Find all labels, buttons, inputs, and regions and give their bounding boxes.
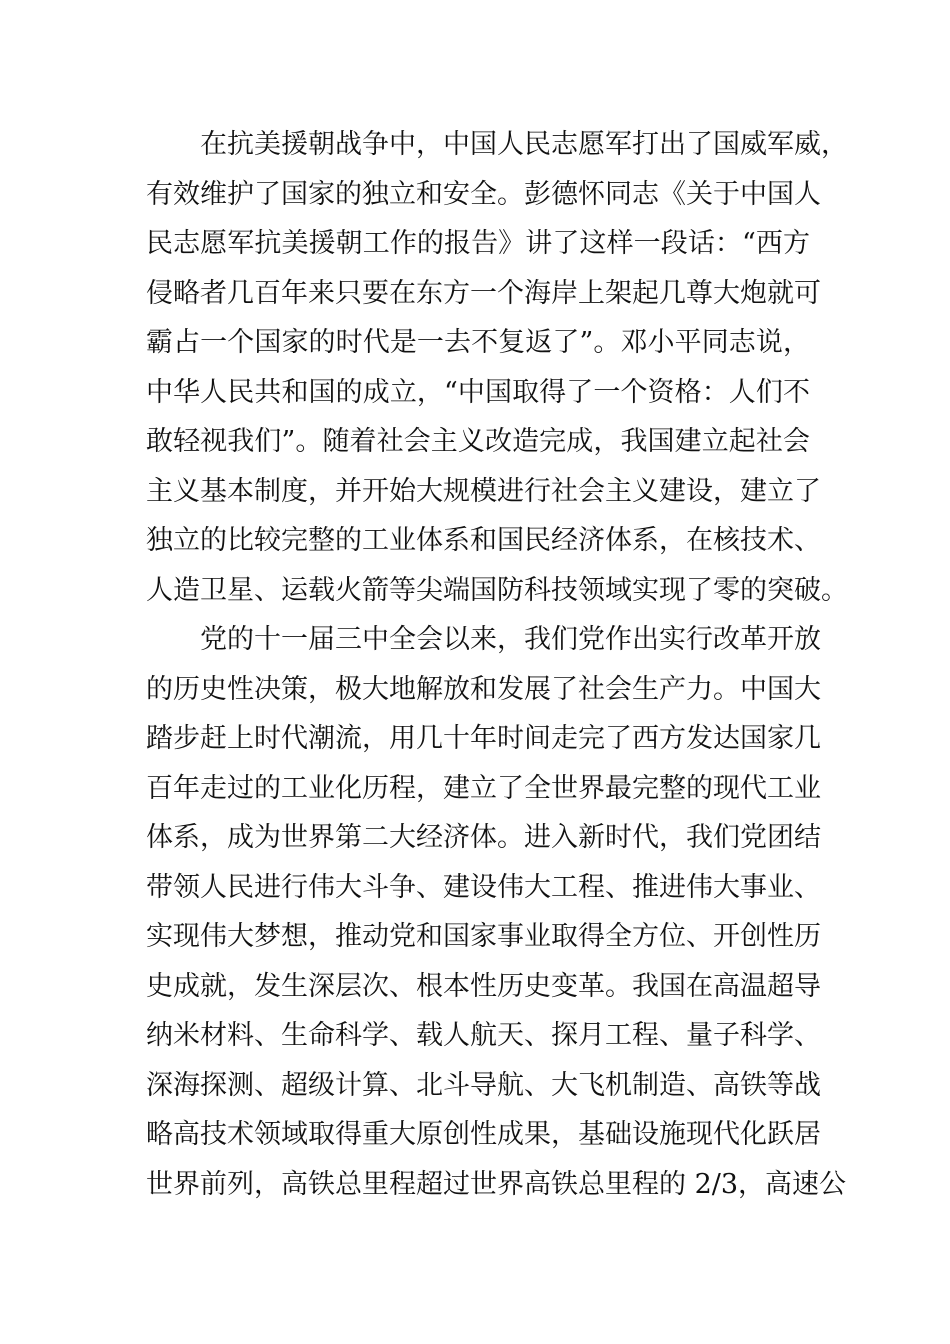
- paragraph-2-line-8: 史成就，发生深层次、根本性历史变革。我国在高温超导: [146, 970, 821, 1002]
- paragraph-2-line-9: 纳米材料、生命科学、载人航天、探月工程、量子科学、: [146, 1020, 821, 1051]
- paragraph-1-line-10: 人造卫星、运载火箭等尖端国防科技领域实现了零的突破。: [146, 574, 848, 606]
- paragraph-1-line-7: 敢轻视我们”。随着社会主义改造完成，我国建立起社会: [146, 426, 810, 457]
- paragraph-2-line-12: 世界前列，高铁总里程超过世界高铁总里程的 2/3，高速公: [146, 1168, 847, 1200]
- paragraph-2-line-11: 略高技术领域取得重大原创性成果，基础设施现代化跃居: [146, 1119, 821, 1150]
- paragraph-1-line-6: 中华人民共和国的成立，“中国取得了一个资格：人们不: [146, 376, 810, 408]
- body-text: [146, 120, 848, 1209]
- paragraph-2-line-10: 深海探测、超级计算、北斗导航、大飞机制造、高铁等战: [146, 1069, 821, 1101]
- paragraph-1-line-2: 有效维护了国家的独立和安全。彭德怀同志《关于中国人: [146, 178, 821, 210]
- paragraph-2-line-5: 体系，成为世界第二大经济体。进入新时代，我们党团结: [146, 822, 821, 853]
- paragraph-1-line-4: 侵略者几百年来只要在东方一个海岸上架起几尊大炮就可: [146, 277, 821, 309]
- paragraph-2-line-1: 党的十一届三中全会以来，我们党作出实行改革开放: [200, 624, 821, 655]
- paragraph-2-line-2: 的历史性决策，极大地解放和发展了社会生产力。中国大: [146, 673, 821, 705]
- paragraph-1-line-3: 民志愿军抗美援朝工作的报告》讲了这样一段话：“西方: [146, 228, 810, 259]
- paragraph-2-line-6: 带领人民进行伟大斗争、建设伟大工程、推进伟大事业、: [146, 871, 821, 903]
- paragraph-1-line-8: 主义基本制度，并开始大规模进行社会主义建设，建立了: [146, 475, 821, 507]
- paragraph-2-line-4: 百年走过的工业化历程，建立了全世界最完整的现代工业: [146, 772, 821, 804]
- paragraph-2-line-7: 实现伟大梦想，推动党和国家事业取得全方位、开创性历: [146, 921, 821, 952]
- paragraph-1-line-5: 霸占一个国家的时代是一去不复返了”。邓小平同志说，: [146, 327, 810, 358]
- paragraph-1-line-9: 独立的比较完整的工业体系和国民经济体系，在核技术、: [146, 525, 821, 556]
- paragraph-2-line-3: 踏步赶上时代潮流，用几十年时间走完了西方发达国家几: [146, 723, 821, 754]
- paragraph-1-line-1: 在抗美援朝战争中，中国人民志愿军打出了国威军威，: [200, 129, 848, 160]
